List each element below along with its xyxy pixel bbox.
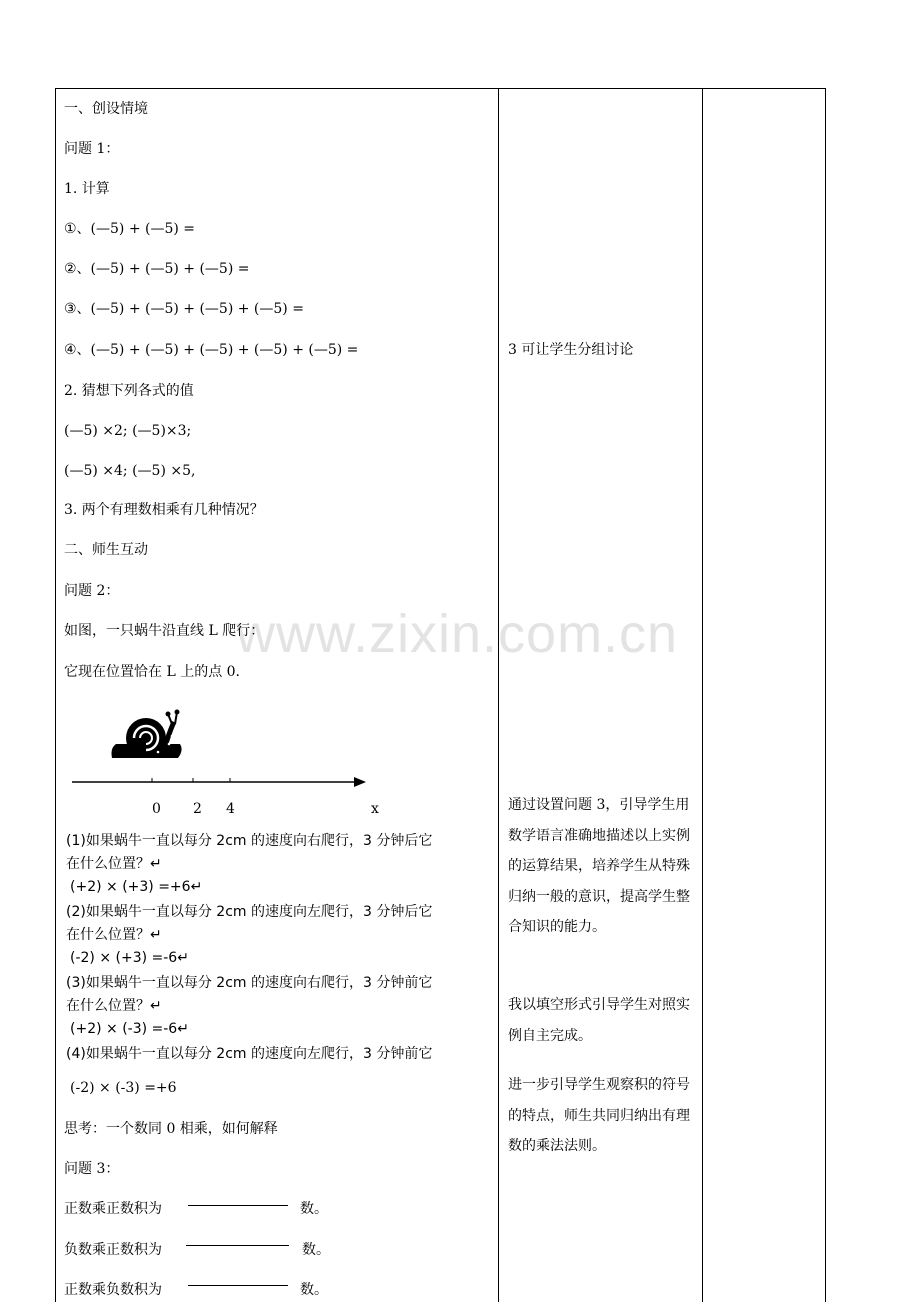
note-design-text: 通过设置问题 3，引导学生用数学语言准确地描述以上实例的运算结果，培养学生从特殊归纳一般的意识，提高学生整合知识的能力。 bbox=[508, 797, 690, 935]
number-line bbox=[72, 777, 366, 787]
scenario-4-equation: (-2) × (-3) =+6 bbox=[70, 1080, 177, 1096]
axis-label-0: 0 bbox=[152, 801, 161, 817]
calc-1: ①、(—5) + (—5) = bbox=[64, 221, 196, 237]
scenario-2-line-1: (2)如果蜗牛一直以每分 2cm 的速度向左爬行，3 分钟后它 bbox=[66, 904, 433, 920]
scenario-2-line-2: 在什么位置？↵ bbox=[66, 927, 162, 943]
column-divider-1 bbox=[498, 88, 499, 1302]
calc-4: ④、(—5) + (—5) + (—5) + (—5) + (—5) = bbox=[64, 342, 359, 358]
note-summary bbox=[508, 1070, 698, 1162]
item-1: 1. 计算 bbox=[64, 181, 110, 197]
axis-label-x: x bbox=[371, 801, 379, 817]
question-2-label: 问题 2： bbox=[64, 583, 120, 599]
scenario-1-line-2: 在什么位置？↵ bbox=[66, 856, 162, 872]
snail-icon bbox=[112, 710, 182, 759]
question-1-label: 问题 1： bbox=[64, 141, 120, 157]
arrow-right-icon bbox=[354, 777, 366, 787]
rule-2-tail: 数。 bbox=[302, 1242, 330, 1258]
note-design-intent bbox=[508, 790, 698, 943]
rule-1-tail: 数。 bbox=[300, 1201, 328, 1217]
snail-text-2: 它现在位置恰在 L 上的点 0. bbox=[64, 664, 241, 680]
column-divider-2 bbox=[702, 88, 703, 1302]
scenario-3-line-1: (3)如果蜗牛一直以每分 2cm 的速度向右爬行，3 分钟前它 bbox=[66, 975, 433, 991]
question-3-label: 问题 3： bbox=[64, 1161, 120, 1177]
rule-2-blank bbox=[186, 1245, 289, 1246]
scenario-4-line-1: (4)如果蜗牛一直以每分 2cm 的速度向左爬行，3 分钟前它 bbox=[66, 1046, 433, 1062]
calc-3: ③、(—5) + (—5) + (—5) + (—5) = bbox=[64, 301, 304, 317]
rule-2-label: 负数乘正数积为 bbox=[64, 1242, 162, 1258]
rule-3-blank bbox=[188, 1285, 288, 1286]
snail-figure bbox=[66, 708, 376, 792]
guess-line-1: (—5) ×2; (—5)×3; bbox=[64, 423, 192, 439]
note-fill-blank-text: 我以填空形式引导学生对照实例自主完成。 bbox=[508, 997, 690, 1044]
rule-1-blank bbox=[188, 1205, 288, 1206]
axis-label-2: 2 bbox=[193, 801, 202, 817]
snail-text-1: 如图，一只蜗牛沿直线 L 爬行： bbox=[64, 623, 265, 639]
think-prompt: 思考：一个数同 0 相乘，如何解释 bbox=[64, 1121, 278, 1137]
scenario-2-equation: (-2) × (+3) =-6↵ bbox=[70, 950, 189, 966]
axis-label-4: 4 bbox=[226, 801, 235, 817]
watermark: www.zixin.com.cn bbox=[236, 604, 679, 664]
scenario-1-line-1: (1)如果蜗牛一直以每分 2cm 的速度向右爬行，3 分钟后它 bbox=[66, 833, 433, 849]
rule-1-label: 正数乘正数积为 bbox=[64, 1201, 162, 1217]
guess-line-2: (—5) ×4; (—5) ×5, bbox=[64, 463, 196, 479]
scenario-1-equation: (+2) × (+3) =+6↵ bbox=[70, 879, 203, 895]
scenario-3-line-2: 在什么位置？↵ bbox=[66, 998, 162, 1014]
rule-3-label: 正数乘负数积为 bbox=[64, 1282, 162, 1298]
rule-3-tail: 数。 bbox=[300, 1282, 328, 1298]
scenario-3-equation: (+2) × (-3) =-6↵ bbox=[70, 1021, 189, 1037]
note-group-discussion: 3 可让学生分组讨论 bbox=[508, 342, 634, 358]
calc-2: ②、(—5) + (—5) + (—5) = bbox=[64, 261, 250, 277]
item-3: 3. 两个有理数相乘有几种情况？ bbox=[64, 502, 264, 518]
item-2: 2. 猜想下列各式的值 bbox=[64, 383, 194, 399]
note-fill-blank bbox=[508, 990, 698, 1051]
note-summary-text: 进一步引导学生观察积的符号的特点，师生共同归纳出有理数的乘法法则。 bbox=[508, 1077, 690, 1154]
section-2-title: 二、师生互动 bbox=[64, 542, 148, 558]
section-1-title: 一、创设情境 bbox=[64, 101, 148, 117]
